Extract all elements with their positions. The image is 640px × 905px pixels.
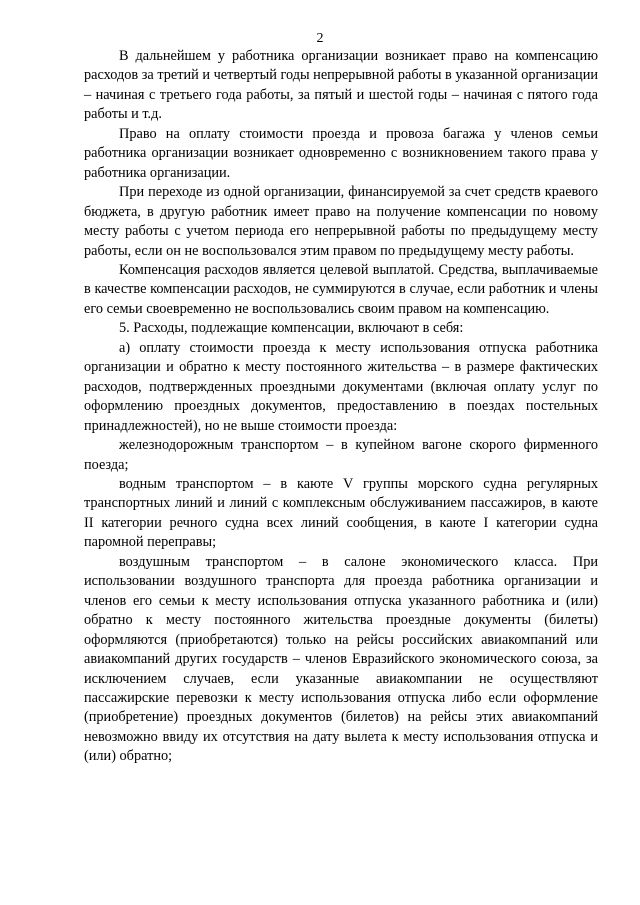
paragraph-section-5-heading: 5. Расходы, подлежащие компенсации, включают в себя: <box>119 320 464 337</box>
document-body <box>84 47 598 767</box>
paragraph-air-transport: воздушным транспортом – в салоне экономического класса. При использовании воздушного транспорта для проезда работника организации и членов его семьи к месту использования отпуска указанного работника и (или) обратно к месту постоянного жительства проездные документы (билеты) оформляются (приобретаются) только на рейсы российских авиакомпаний или авиакомпаний других государств – членов Евразийского экономического союза, за исключением случаев, если указанные авиакомпании не осуществляют пассажирские перевозки к месту использования отпуска либо если оформление (приобретение) проездных документов (билетов) на рейсы этих авиакомпаний невозможно ввиду их отсутствия на дату вылета к месту использования отпуска и (или) обратно; <box>84 553 598 765</box>
paragraph-targeted-payment: Компенсация расходов является целевой выплатой. Средства, выплачиваемые в качестве компенсации расходов, не суммируются в случае, если работник и члены его семьи своевременно не воспользовались своим правом на компенсацию. <box>84 261 598 317</box>
paragraph-family-members-right: Право на оплату стоимости проезда и провоза багажа у членов семьи работника организации возникает одновременно с возникновением такого права у работника организации. <box>84 125 598 181</box>
page-number: 2 <box>316 31 324 46</box>
paragraph-railway-transport: железнодорожным транспортом – в купейном вагоне скорого фирменного поезда; <box>84 437 598 473</box>
paragraph-compensation-periods: В дальнейшем у работника организации возникает право на компенсацию расходов за третий и четвертый годы непрерывной работы в указанной организации – начиная с третьего года работы, за пятый и шестой годы – начиная с пятого года работы и т.д. <box>84 48 598 123</box>
paragraph-water-transport: водным транспортом – в каюте V группы морского судна регулярных транспортных линий и линий с комплексным обслуживанием пассажиров, в каюте II категории речного судна всех линий сообщения, в каюте I категории судна паромной переправы; <box>84 475 598 551</box>
paragraph-transfer-between-organizations: При переходе из одной организации, финансируемой за счет средств краевого бюджета, в другую работник имеет право на получение компенсации по новому месту работы с учетом периода его непрерывной работы по предыдущему месту работы, если он не воспользовался этим правом по предыдущему месту работы. <box>84 184 598 259</box>
paragraph-item-a-travel-cost: а) оплату стоимости проезда к месту использования отпуска работника организации и обратно к месту постоянного жительства – в размере фактических расходов, подтвержденных проездными документами (включая оплату услуг по оформлению проездных документов, предоставлению в поездах постельных принадлежностей), но не выше стоимости проезда: <box>84 339 598 434</box>
